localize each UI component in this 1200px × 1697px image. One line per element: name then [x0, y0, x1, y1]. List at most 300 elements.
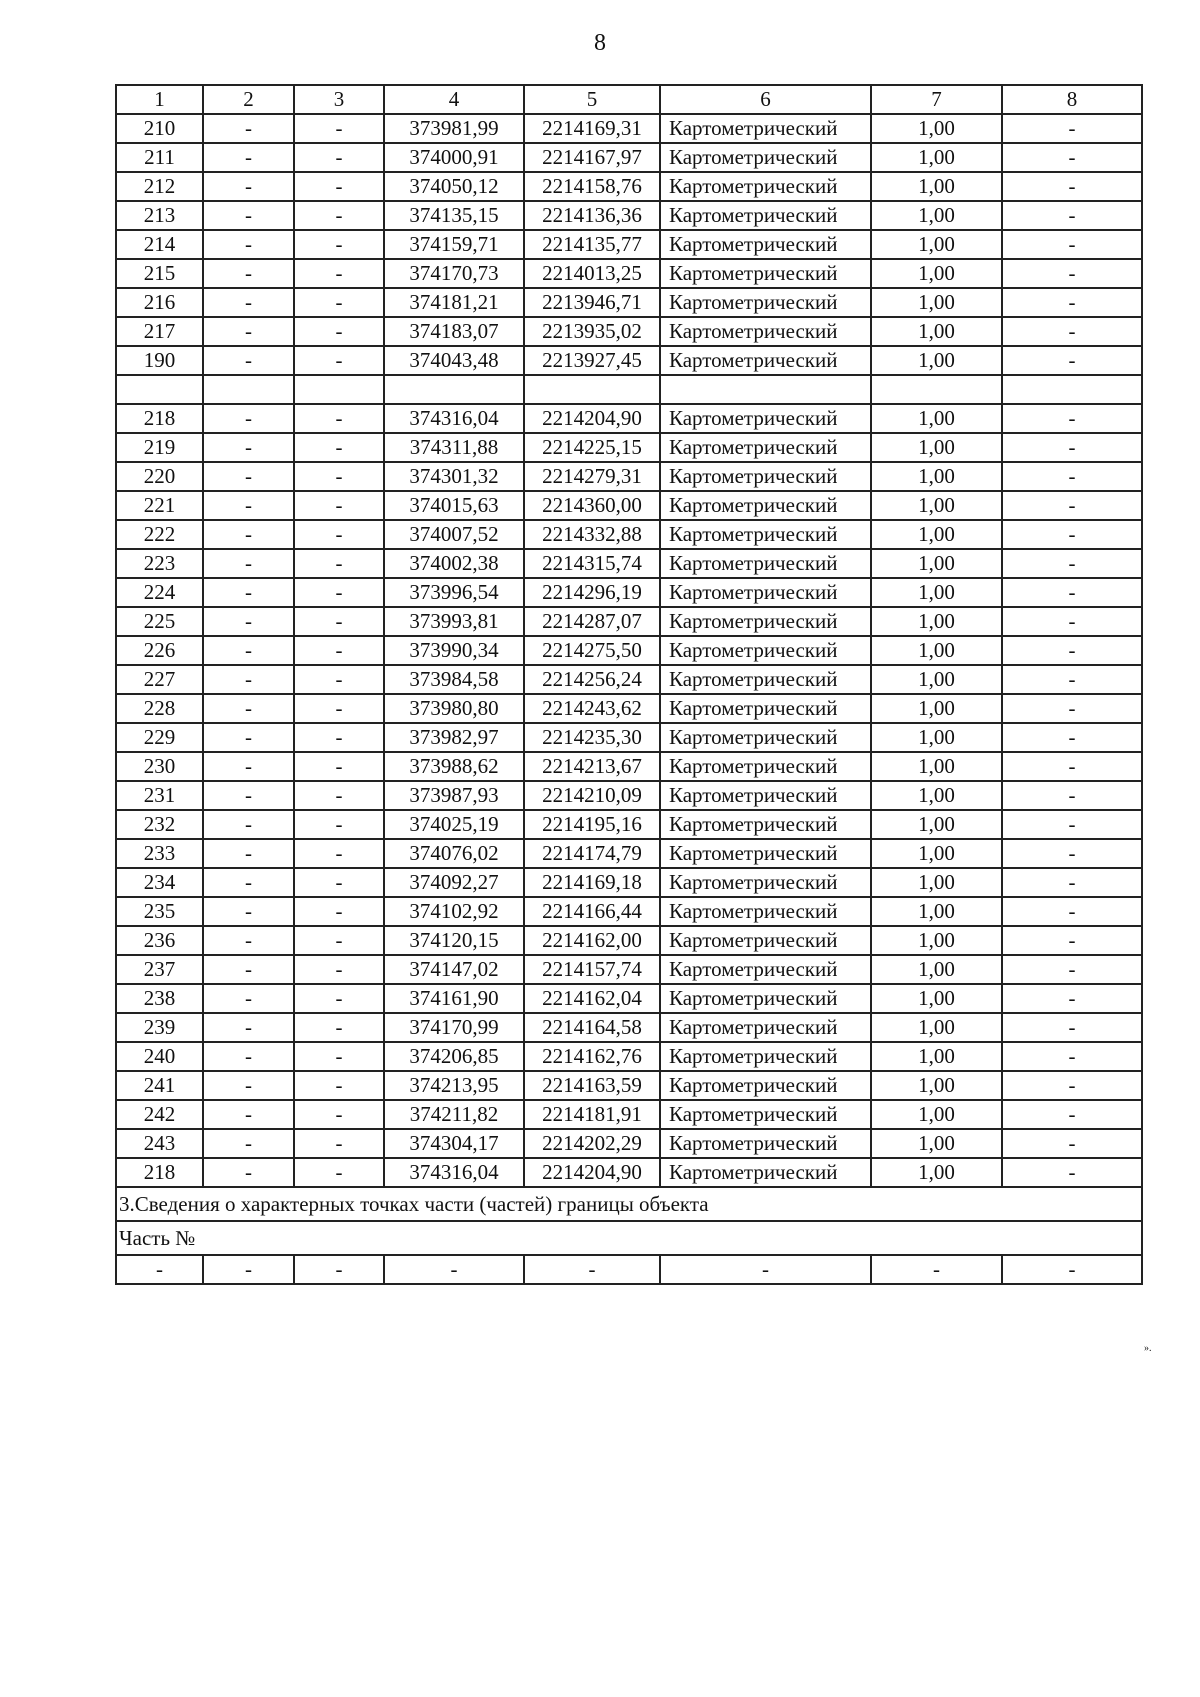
table-cell: 2214256,24 — [524, 665, 660, 694]
table-cell: 374092,27 — [384, 868, 524, 897]
table-cell: 374120,15 — [384, 926, 524, 955]
table-row — [116, 897, 1142, 926]
header-cell: 8 — [1002, 85, 1142, 114]
table-cell: - — [1002, 433, 1142, 462]
table-cell: - — [1002, 607, 1142, 636]
table-row — [116, 1100, 1142, 1129]
table-cell: 374213,95 — [384, 1071, 524, 1100]
table-cell: - — [294, 404, 384, 433]
method-cell: Картометрический — [660, 1042, 871, 1071]
method-cell: Картометрический — [660, 346, 871, 375]
table-row — [116, 143, 1142, 172]
table-cell: 1,00 — [871, 114, 1002, 143]
table-cell: 1,00 — [871, 607, 1002, 636]
table-cell: 2214235,30 — [524, 723, 660, 752]
table-cell: 2213935,02 — [524, 317, 660, 346]
table-cell: 1,00 — [871, 897, 1002, 926]
table-cell: - — [203, 810, 294, 839]
table-cell: 2214243,62 — [524, 694, 660, 723]
table-cell: - — [294, 723, 384, 752]
table-row — [116, 752, 1142, 781]
table-row — [116, 694, 1142, 723]
table-cell: - — [1002, 317, 1142, 346]
table-cell: 2214332,88 — [524, 520, 660, 549]
table-row — [116, 462, 1142, 491]
table-cell: - — [294, 868, 384, 897]
table-cell: - — [1002, 839, 1142, 868]
table-row — [116, 1071, 1142, 1100]
table-cell: - — [1002, 926, 1142, 955]
section-title-row — [116, 1187, 1142, 1221]
table-cell: - — [294, 433, 384, 462]
empty-cell: - — [294, 1255, 384, 1284]
table-cell: 374211,82 — [384, 1100, 524, 1129]
blank-separator-row — [116, 375, 1142, 404]
table-cell: 373984,58 — [384, 665, 524, 694]
table-cell: - — [294, 1042, 384, 1071]
table-cell: - — [203, 549, 294, 578]
table-row — [116, 549, 1142, 578]
table-cell: - — [203, 1042, 294, 1071]
table-cell: - — [294, 694, 384, 723]
table-cell: 218 — [116, 404, 203, 433]
table-cell: 226 — [116, 636, 203, 665]
table-row — [116, 955, 1142, 984]
table-cell: - — [203, 172, 294, 201]
table-row — [116, 317, 1142, 346]
method-cell: Картометрический — [660, 723, 871, 752]
trailing-mark: ». — [1144, 1343, 1152, 1354]
table-cell: 242 — [116, 1100, 203, 1129]
table-cell: 2214162,00 — [524, 926, 660, 955]
table-cell: 1,00 — [871, 955, 1002, 984]
table-row — [116, 1042, 1142, 1071]
table-cell: 2214167,97 — [524, 143, 660, 172]
table-cell: - — [203, 636, 294, 665]
table-cell: - — [294, 810, 384, 839]
table-row — [116, 839, 1142, 868]
method-cell: Картометрический — [660, 462, 871, 491]
table-cell: 2214204,90 — [524, 1158, 660, 1187]
table-cell: 374015,63 — [384, 491, 524, 520]
table-cell: - — [203, 143, 294, 172]
table-row — [116, 636, 1142, 665]
table-cell: 1,00 — [871, 1158, 1002, 1187]
table-cell: - — [1002, 781, 1142, 810]
method-cell: Картометрический — [660, 1013, 871, 1042]
table-cell: 215 — [116, 259, 203, 288]
table-row — [116, 288, 1142, 317]
coordinates-table — [115, 84, 1143, 1285]
table-cell: - — [294, 520, 384, 549]
table-cell: - — [1002, 114, 1142, 143]
table-cell: 2214169,18 — [524, 868, 660, 897]
table-cell: 1,00 — [871, 1129, 1002, 1158]
table-cell: 373988,62 — [384, 752, 524, 781]
table-cell: 2214181,91 — [524, 1100, 660, 1129]
table-cell: - — [203, 723, 294, 752]
table-cell: 373982,97 — [384, 723, 524, 752]
table-cell: - — [203, 752, 294, 781]
table-cell: 221 — [116, 491, 203, 520]
table-cell: 373980,80 — [384, 694, 524, 723]
part-number-label: Часть № — [116, 1221, 1142, 1255]
table-cell: - — [294, 1129, 384, 1158]
table-cell: 1,00 — [871, 1042, 1002, 1071]
table-cell: - — [294, 288, 384, 317]
table-cell: - — [203, 433, 294, 462]
method-cell: Картометрический — [660, 201, 871, 230]
table-cell: 2214166,44 — [524, 897, 660, 926]
table-cell: - — [1002, 520, 1142, 549]
table-cell: - — [294, 955, 384, 984]
table-cell: - — [294, 114, 384, 143]
method-cell: Картометрический — [660, 172, 871, 201]
method-cell: Картометрический — [660, 114, 871, 143]
empty-cell: - — [871, 1255, 1002, 1284]
table-cell: 2213927,45 — [524, 346, 660, 375]
table-cell: - — [203, 578, 294, 607]
table-cell: - — [1002, 259, 1142, 288]
table-cell: 1,00 — [871, 926, 1002, 955]
method-cell: Картометрический — [660, 259, 871, 288]
table-cell: 2214279,31 — [524, 462, 660, 491]
table-cell: - — [203, 1158, 294, 1187]
table-cell: 2214202,29 — [524, 1129, 660, 1158]
table-cell: - — [1002, 1013, 1142, 1042]
method-cell: Картометрический — [660, 520, 871, 549]
method-cell: Картометрический — [660, 1129, 871, 1158]
table-cell: - — [294, 172, 384, 201]
table-cell: - — [294, 636, 384, 665]
header-cell: 7 — [871, 85, 1002, 114]
table-cell: 1,00 — [871, 839, 1002, 868]
table-cell: 230 — [116, 752, 203, 781]
table-row — [116, 230, 1142, 259]
table-cell: 373981,99 — [384, 114, 524, 143]
header-cell: 2 — [203, 85, 294, 114]
table-cell: 213 — [116, 201, 203, 230]
empty-cell: - — [660, 1255, 871, 1284]
table-cell: 374076,02 — [384, 839, 524, 868]
table-cell: - — [203, 1013, 294, 1042]
table-cell: - — [203, 404, 294, 433]
table-cell: 2214195,16 — [524, 810, 660, 839]
table-row — [116, 781, 1142, 810]
table-cell: 233 — [116, 839, 203, 868]
table-cell: 224 — [116, 578, 203, 607]
empty-cell: - — [203, 1255, 294, 1284]
table-cell: 2214135,77 — [524, 230, 660, 259]
table-cell: - — [203, 491, 294, 520]
method-cell: Картометрический — [660, 897, 871, 926]
table-cell: - — [203, 288, 294, 317]
table-cell: - — [203, 317, 294, 346]
table-cell: 1,00 — [871, 636, 1002, 665]
table-cell: 2214163,59 — [524, 1071, 660, 1100]
method-cell: Картометрический — [660, 752, 871, 781]
table-cell: - — [294, 839, 384, 868]
table-cell: - — [294, 897, 384, 926]
table-cell: 374007,52 — [384, 520, 524, 549]
empty-cell: - — [524, 1255, 660, 1284]
table-cell: 374135,15 — [384, 201, 524, 230]
table-cell: 228 — [116, 694, 203, 723]
table-row — [116, 201, 1142, 230]
table-row — [116, 578, 1142, 607]
table-cell: 1,00 — [871, 665, 1002, 694]
table-row — [116, 346, 1142, 375]
table-cell: 1,00 — [871, 172, 1002, 201]
empty-part-row — [116, 1255, 1142, 1284]
method-cell: Картометрический — [660, 288, 871, 317]
table-row — [116, 433, 1142, 462]
table-cell: - — [203, 868, 294, 897]
table-cell: 2214225,15 — [524, 433, 660, 462]
table-row — [116, 984, 1142, 1013]
header-cell: 5 — [524, 85, 660, 114]
table-cell: 2214213,67 — [524, 752, 660, 781]
table-row — [116, 723, 1142, 752]
table-cell: 214 — [116, 230, 203, 259]
table-cell: 374170,99 — [384, 1013, 524, 1042]
table-cell: 220 — [116, 462, 203, 491]
table-cell: 1,00 — [871, 1071, 1002, 1100]
table-cell: 1,00 — [871, 462, 1002, 491]
table-cell: - — [294, 549, 384, 578]
method-cell: Картометрический — [660, 868, 871, 897]
table-cell: - — [294, 259, 384, 288]
table-cell: 1,00 — [871, 1100, 1002, 1129]
table-row — [116, 607, 1142, 636]
table-cell: - — [294, 346, 384, 375]
table-cell: - — [203, 781, 294, 810]
table-cell: 240 — [116, 1042, 203, 1071]
table-cell: 239 — [116, 1013, 203, 1042]
table-cell: - — [1002, 288, 1142, 317]
table-cell: - — [294, 1071, 384, 1100]
table-cell: 1,00 — [871, 549, 1002, 578]
table-cell: - — [203, 1129, 294, 1158]
table-cell: - — [1002, 462, 1142, 491]
empty-cell: - — [384, 1255, 524, 1284]
method-cell: Картометрический — [660, 955, 871, 984]
table-cell: 234 — [116, 868, 203, 897]
table-cell: - — [294, 462, 384, 491]
table-cell: - — [203, 926, 294, 955]
table-cell: - — [203, 230, 294, 259]
table-cell: 374050,12 — [384, 172, 524, 201]
table-cell: - — [294, 143, 384, 172]
method-cell: Картометрический — [660, 230, 871, 259]
table-cell: 210 — [116, 114, 203, 143]
method-cell: Картометрический — [660, 839, 871, 868]
table-cell: 225 — [116, 607, 203, 636]
table-row — [116, 172, 1142, 201]
table-cell: 373990,34 — [384, 636, 524, 665]
table-cell: - — [294, 491, 384, 520]
table-cell: 374301,32 — [384, 462, 524, 491]
table-cell: - — [203, 694, 294, 723]
table-cell: - — [294, 607, 384, 636]
table-cell: 374181,21 — [384, 288, 524, 317]
table-cell: - — [1002, 1158, 1142, 1187]
table-row — [116, 1013, 1142, 1042]
table-cell: 374183,07 — [384, 317, 524, 346]
method-cell: Картометрический — [660, 1158, 871, 1187]
table-cell: 1,00 — [871, 404, 1002, 433]
table-cell: 2214013,25 — [524, 259, 660, 288]
table-cell: 1,00 — [871, 723, 1002, 752]
table-cell: - — [1002, 955, 1142, 984]
header-cell: 1 — [116, 85, 203, 114]
table-cell: 2214169,31 — [524, 114, 660, 143]
table-cell: 2214287,07 — [524, 607, 660, 636]
table-cell: - — [1002, 143, 1142, 172]
table-cell: 238 — [116, 984, 203, 1013]
table-cell: - — [1002, 404, 1142, 433]
table-cell: 1,00 — [871, 143, 1002, 172]
table-cell: 235 — [116, 897, 203, 926]
table-cell: 190 — [116, 346, 203, 375]
table-cell: 374025,19 — [384, 810, 524, 839]
table-cell: - — [203, 665, 294, 694]
table-cell: 212 — [116, 172, 203, 201]
table-cell: 2214204,90 — [524, 404, 660, 433]
table-cell: - — [203, 839, 294, 868]
table-cell: 2214164,58 — [524, 1013, 660, 1042]
table-cell: - — [203, 984, 294, 1013]
table-row — [116, 404, 1142, 433]
table-cell: 241 — [116, 1071, 203, 1100]
table-cell: 1,00 — [871, 868, 1002, 897]
table-cell: 374002,38 — [384, 549, 524, 578]
table-cell: - — [203, 259, 294, 288]
method-cell: Картометрический — [660, 578, 871, 607]
method-cell: Картометрический — [660, 404, 871, 433]
table-cell: 2214275,50 — [524, 636, 660, 665]
table-cell: 2214210,09 — [524, 781, 660, 810]
table-cell: - — [203, 520, 294, 549]
table-cell: - — [1002, 1129, 1142, 1158]
table-cell: - — [294, 578, 384, 607]
table-cell: - — [1002, 665, 1142, 694]
table-cell: - — [1002, 694, 1142, 723]
table-cell: - — [203, 201, 294, 230]
table-cell: 374147,02 — [384, 955, 524, 984]
method-cell: Картометрический — [660, 549, 871, 578]
table-cell: - — [1002, 752, 1142, 781]
table-cell: 217 — [116, 317, 203, 346]
table-cell: 374161,90 — [384, 984, 524, 1013]
table-cell: - — [294, 317, 384, 346]
table-cell: - — [294, 1158, 384, 1187]
table-cell: 216 — [116, 288, 203, 317]
table-cell: - — [1002, 810, 1142, 839]
table-cell: - — [1002, 723, 1142, 752]
table-row — [116, 1158, 1142, 1187]
table-cell: - — [294, 230, 384, 259]
table-cell: 373993,81 — [384, 607, 524, 636]
table-cell: 374316,04 — [384, 1158, 524, 1187]
table-cell: 374316,04 — [384, 404, 524, 433]
table-cell: 2214162,76 — [524, 1042, 660, 1071]
header-cell: 6 — [660, 85, 871, 114]
table-cell: 2214360,00 — [524, 491, 660, 520]
method-cell: Картометрический — [660, 491, 871, 520]
table-cell: 2214162,04 — [524, 984, 660, 1013]
method-cell: Картометрический — [660, 317, 871, 346]
table-cell: - — [294, 984, 384, 1013]
table-cell: 1,00 — [871, 201, 1002, 230]
empty-cell: - — [1002, 1255, 1142, 1284]
table-cell: 223 — [116, 549, 203, 578]
table-cell: - — [1002, 578, 1142, 607]
table-cell: - — [294, 781, 384, 810]
table-cell: 211 — [116, 143, 203, 172]
table-cell: 1,00 — [871, 578, 1002, 607]
header-row — [116, 85, 1142, 114]
table-cell: 2214157,74 — [524, 955, 660, 984]
table-cell: - — [1002, 201, 1142, 230]
table-row — [116, 868, 1142, 897]
table-cell: - — [203, 346, 294, 375]
method-cell: Картометрический — [660, 781, 871, 810]
table-cell: - — [1002, 868, 1142, 897]
table-cell: - — [1002, 1071, 1142, 1100]
table-cell: 374170,73 — [384, 259, 524, 288]
empty-cell: - — [116, 1255, 203, 1284]
table-cell: 1,00 — [871, 781, 1002, 810]
method-cell: Картометрический — [660, 433, 871, 462]
table-cell: 232 — [116, 810, 203, 839]
table-cell: - — [203, 955, 294, 984]
table-row — [116, 665, 1142, 694]
table-cell: 1,00 — [871, 259, 1002, 288]
table-cell: - — [294, 926, 384, 955]
table-row — [116, 926, 1142, 955]
table-row — [116, 1129, 1142, 1158]
table-cell: 2214296,19 — [524, 578, 660, 607]
table-cell: 374159,71 — [384, 230, 524, 259]
table-cell: 1,00 — [871, 694, 1002, 723]
table-cell: - — [294, 201, 384, 230]
method-cell: Картометрический — [660, 926, 871, 955]
table-cell: - — [1002, 549, 1142, 578]
table-row — [116, 520, 1142, 549]
table-cell: 373987,93 — [384, 781, 524, 810]
table-cell: - — [1002, 1042, 1142, 1071]
table-cell: 227 — [116, 665, 203, 694]
header-cell: 4 — [384, 85, 524, 114]
table-cell: - — [1002, 897, 1142, 926]
method-cell: Картометрический — [660, 694, 871, 723]
table-cell: - — [203, 607, 294, 636]
header-cell: 3 — [294, 85, 384, 114]
method-cell: Картометрический — [660, 636, 871, 665]
table-cell: 1,00 — [871, 984, 1002, 1013]
table-cell: 374304,17 — [384, 1129, 524, 1158]
table-cell: - — [294, 1100, 384, 1129]
method-cell: Картометрический — [660, 143, 871, 172]
table-cell: 374102,92 — [384, 897, 524, 926]
table-cell: 236 — [116, 926, 203, 955]
table-cell: 1,00 — [871, 346, 1002, 375]
table-cell: 374206,85 — [384, 1042, 524, 1071]
table-cell: 1,00 — [871, 288, 1002, 317]
section-title: 3.Сведения о характерных точках части (частей) границы объекта — [116, 1187, 1142, 1221]
method-cell: Картометрический — [660, 607, 871, 636]
